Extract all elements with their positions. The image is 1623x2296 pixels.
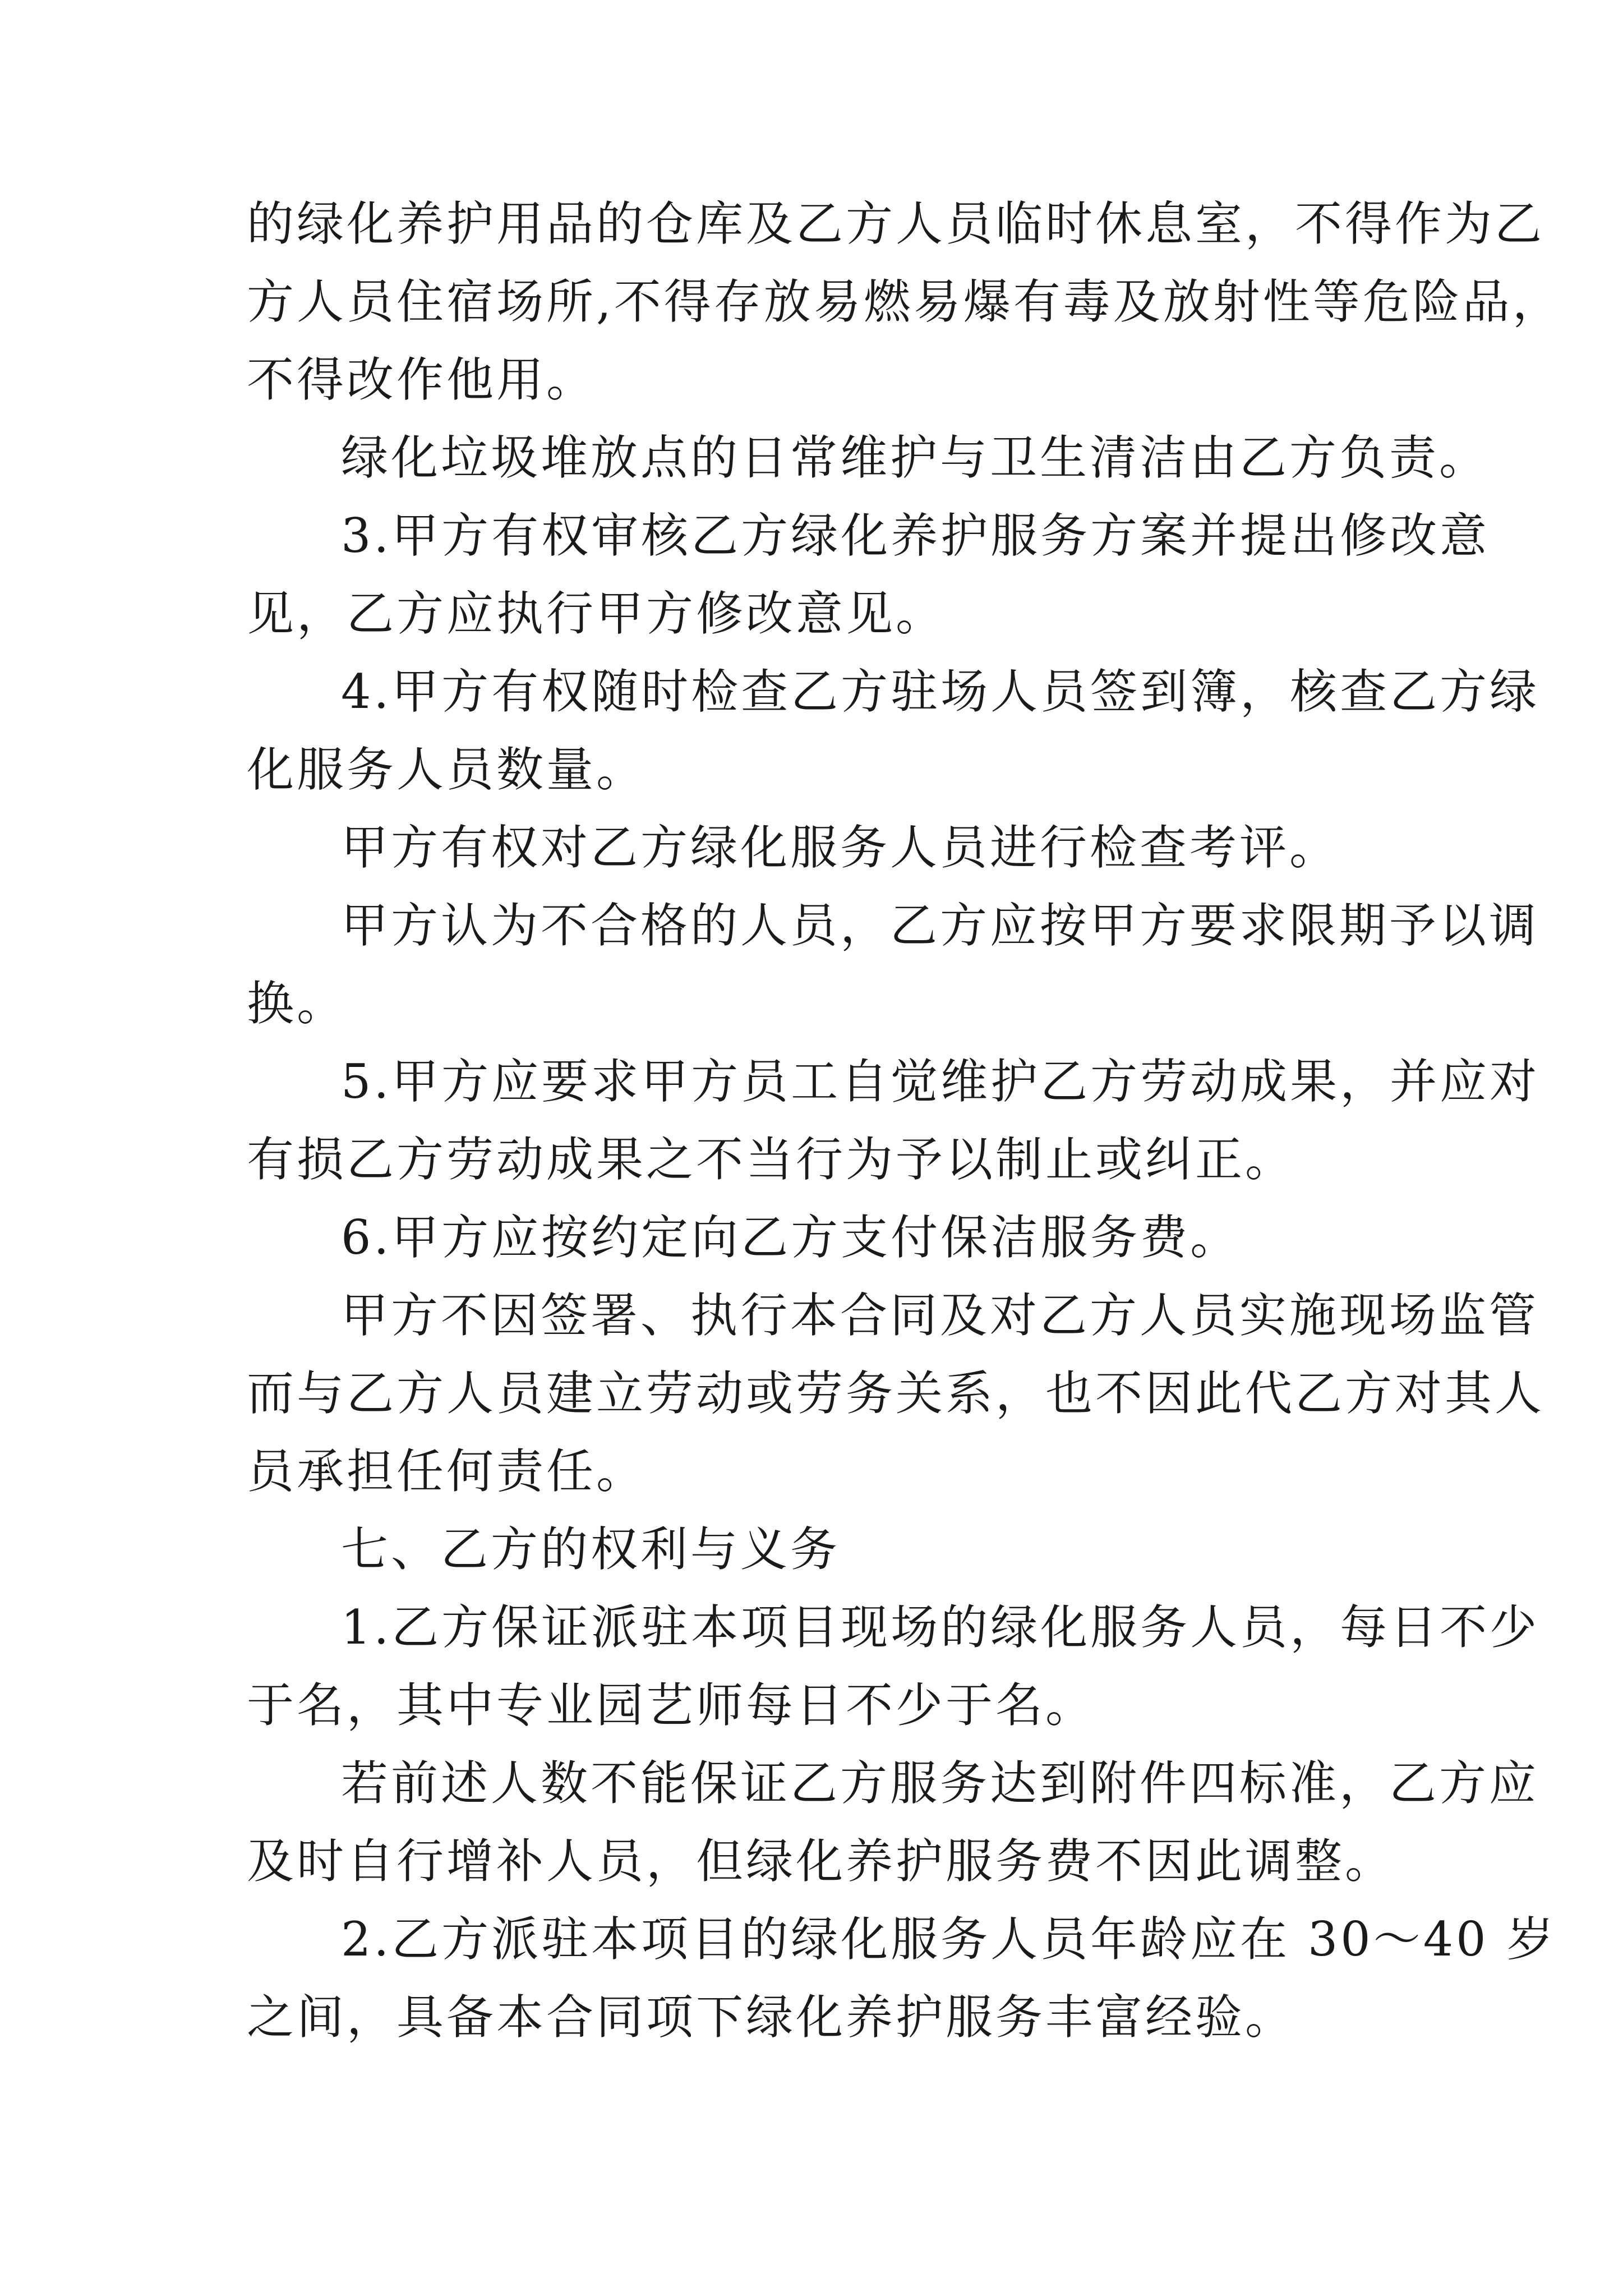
section-heading-7 bbox=[247, 1511, 1436, 1589]
document-body bbox=[247, 185, 1562, 2056]
paragraph-clause-6 bbox=[247, 1199, 1436, 1277]
text-line: 甲方认为不合格的人员，乙方应按甲方要求限期予以调 bbox=[341, 898, 1539, 953]
paragraph-clause-4 bbox=[247, 653, 1540, 809]
text-line: 及时自行增补人员，但绿化养护服务费不因此调整。 bbox=[247, 1834, 1395, 1889]
text-line: 6.甲方应按约定向乙方支付保洁服务费。 bbox=[341, 1210, 1241, 1265]
paragraph-staff-supplement bbox=[247, 1745, 1539, 1901]
text-line: 化服务人员数量。 bbox=[247, 742, 647, 797]
text-line: 若前述人数不能保证乙方服务达到附件四标准，乙方应 bbox=[341, 1756, 1539, 1811]
paragraph-no-labor-relation bbox=[247, 1277, 1545, 1511]
text-line: 4.甲方有权随时检查乙方驻场人员签到簿，核查乙方绿 bbox=[341, 664, 1540, 719]
text-line: 见，乙方应执行甲方修改意见。 bbox=[247, 586, 946, 641]
text-line: 5.甲方应要求甲方员工自觉维护乙方劳动成果，并应对 bbox=[341, 1054, 1540, 1109]
text-line: 方人员住宿场所,不得存放易燃易爆有毒及放射性等危险品， bbox=[247, 274, 1562, 329]
text-line: 3.甲方有权审核乙方绿化养护服务方案并提出修改意 bbox=[341, 508, 1490, 563]
text-line: 换。 bbox=[247, 976, 347, 1031]
paragraph-b-clause-2 bbox=[247, 1901, 1557, 2056]
text-line: 甲方不因签署、执行本合同及对乙方人员实施现场监管 bbox=[341, 1288, 1539, 1343]
paragraph-clause-3 bbox=[247, 497, 1490, 653]
text-line: 有损乙方劳动成果之不当行为予以制止或纠正。 bbox=[247, 1132, 1295, 1187]
text-line: 的绿化养护用品的仓库及乙方人员临时休息室，不得作为乙 bbox=[247, 196, 1545, 251]
text-line: 绿化垃圾堆放点的日常维护与卫生清洁由乙方负责。 bbox=[341, 430, 1490, 485]
text-line: 之间，具备本合同项下绿化养护服务丰富经验。 bbox=[247, 1990, 1295, 2045]
text-line: 1.乙方保证派驻本项目现场的绿化服务人员，每日不少 bbox=[341, 1600, 1540, 1655]
paragraph-b-clause-1 bbox=[247, 1589, 1540, 1745]
text-line: 于名，其中专业园艺师每日不少于名。 bbox=[247, 1678, 1096, 1733]
text-line: 甲方有权对乙方绿化服务人员进行检查考评。 bbox=[341, 820, 1340, 875]
paragraph-replacement bbox=[247, 887, 1539, 1043]
text-line: 2.乙方派驻本项目的绿化服务人员年龄应在 30～40 岁 bbox=[341, 1912, 1557, 1967]
text-line: 七、乙方的权利与义务 bbox=[341, 1522, 841, 1577]
paragraph-clause-5 bbox=[247, 1043, 1540, 1199]
text-line: 不得改作他用。 bbox=[247, 352, 597, 407]
paragraph-waste-point bbox=[247, 419, 1490, 497]
paragraph-evaluation bbox=[247, 809, 1436, 887]
text-line: 而与乙方人员建立劳动或劳务关系，也不因此代乙方对其人 bbox=[247, 1366, 1545, 1421]
text-line: 员承担任何责任。 bbox=[247, 1444, 647, 1499]
paragraph-warehouse-use bbox=[247, 185, 1562, 419]
